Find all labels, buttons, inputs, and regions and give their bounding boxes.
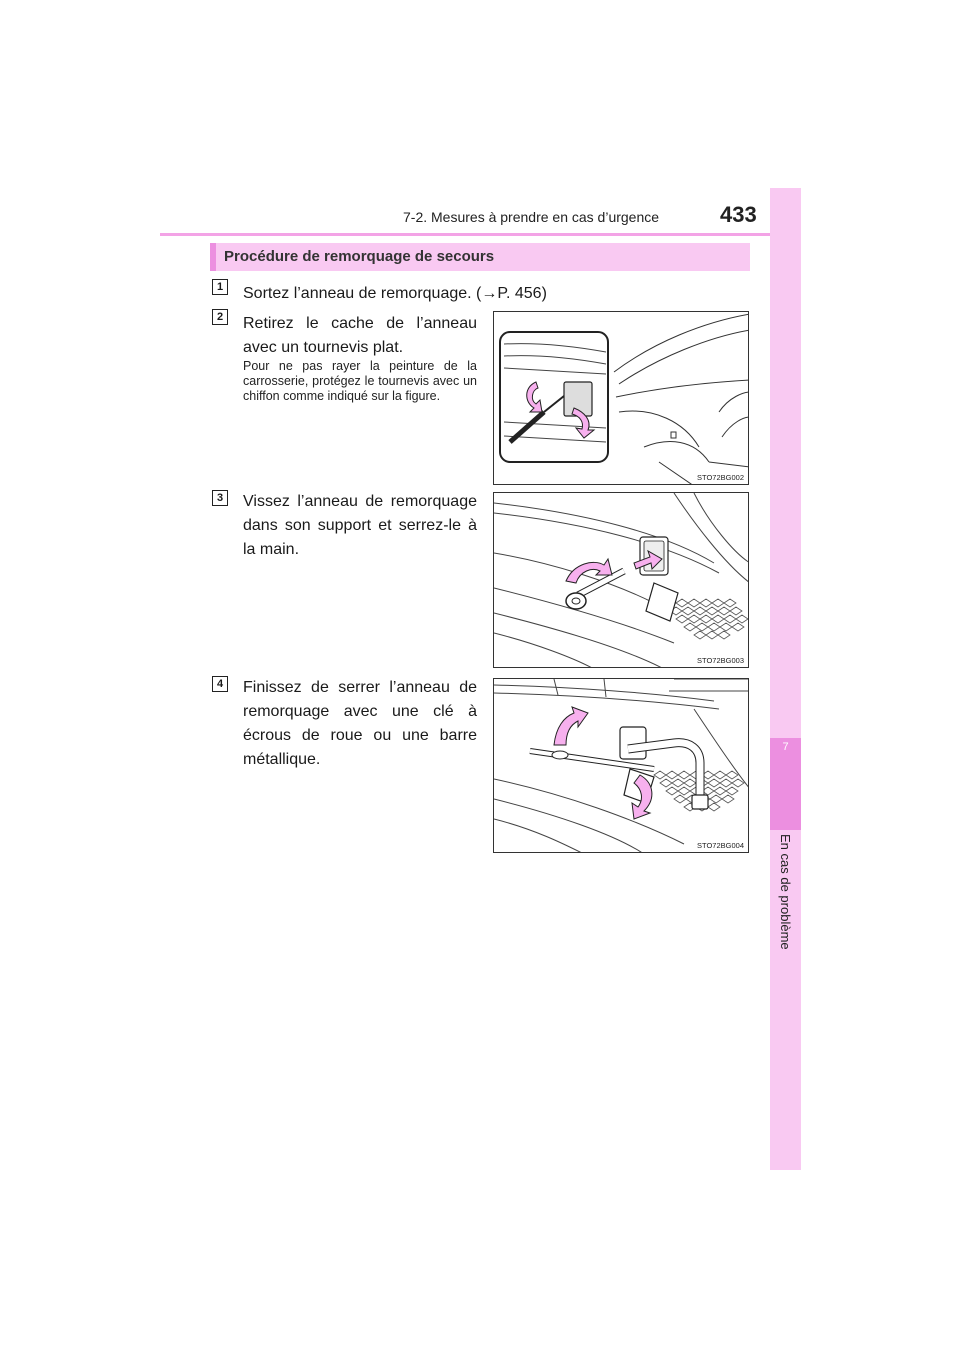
figure-screw-tow-hook bbox=[493, 492, 749, 668]
chapter-title: 7-2. Mesures à prendre en cas d’urgence bbox=[403, 209, 660, 225]
step-text-2: Retirez le cache de l’anneau avec un tournevis plat. bbox=[243, 315, 477, 356]
header-divider bbox=[160, 233, 800, 236]
step-text-1: Sortez l’anneau de remorquage. (→P. 456) bbox=[243, 285, 547, 302]
page-number: 433 bbox=[720, 202, 757, 227]
chapter-side-tab bbox=[770, 188, 801, 1170]
step-note-2: Pour ne pas rayer la peinture de la carrosserie, protégez le tournevis avec un chiffon comme indiqué sur la figure. bbox=[243, 359, 477, 403]
step-number-1: 1 bbox=[212, 279, 228, 295]
step-number-3: 3 bbox=[212, 490, 228, 506]
figure-code-2: STO72BG003 bbox=[697, 656, 744, 665]
figure-code-3: STO72BG004 bbox=[697, 841, 744, 850]
tighten-with-wrench-illustration bbox=[494, 679, 749, 853]
step-number-4: 4 bbox=[212, 676, 228, 692]
screw-tow-hook-illustration bbox=[494, 493, 749, 668]
step-number-2: 2 bbox=[212, 309, 228, 325]
step-text-3: Vissez l’anneau de remorquage dans son support et serrez-le à la main. bbox=[243, 493, 477, 558]
figure-tighten-with-wrench bbox=[493, 678, 749, 853]
chapter-number: 7 bbox=[782, 741, 789, 753]
figure-code-1: STO72BG002 bbox=[697, 473, 744, 482]
remove-cover-illustration bbox=[494, 312, 749, 485]
section-title: Procédure de remorquage de secours bbox=[210, 243, 750, 271]
chapter-label: En cas de problème bbox=[778, 834, 793, 950]
figure-remove-cover bbox=[493, 311, 749, 485]
step-text-4: Finissez de serrer l’anneau de remorquage avec une clé à écrous de roue ou une barre métallique. bbox=[243, 679, 477, 768]
